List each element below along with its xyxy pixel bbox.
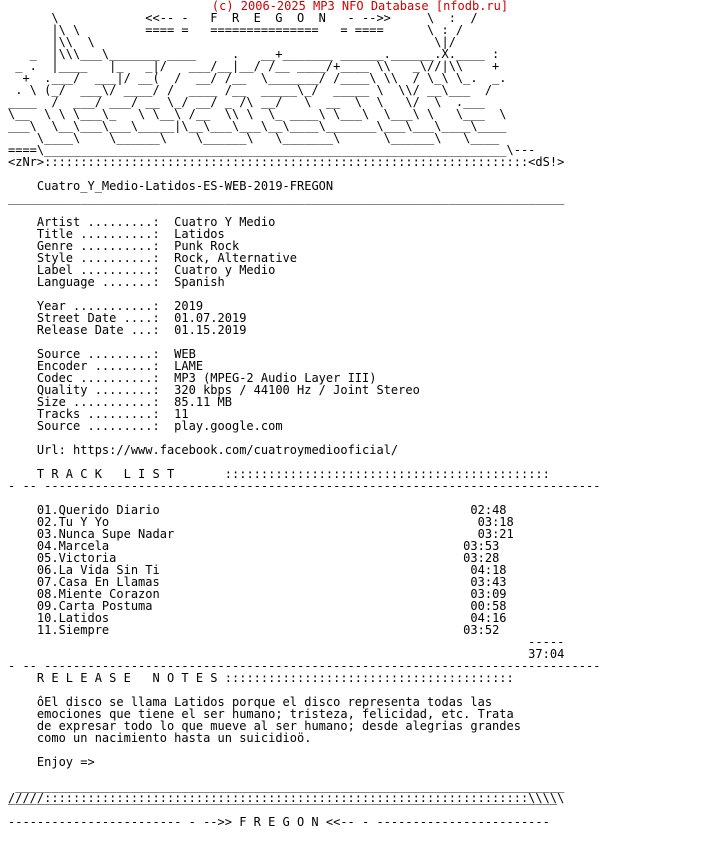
info-artist: Artist .........: Cuatro Y Medio [36,215,276,229]
track-title: 10.Latidos [36,611,110,625]
footer-rule-top: ____________________________________________________________________________ [8,779,565,793]
track-title: 08.Miente Corazon [36,587,160,601]
info-genre: Genre ..........: Punk Rock [36,239,240,253]
footer-rule-overline: ‾‾‾‾‾‾‾‾‾‾‾‾‾‾‾‾‾‾‾‾‾‾‾‾‾‾‾‾‾‾‾‾‾‾‾‾‾‾‾‾‾‾‾‾‾‾‾‾‾‾‾‾‾‾‾‾‾‾‾‾‾‾‾‾‾‾‾‾‾‾‾‾‾‾‾‾ [8,803,558,817]
info-style: Style ..........: Rock, Alternative [36,251,297,265]
track-time: 03:21 [477,527,514,541]
ascii-art-logo: \ <<-- - F R E G O N - -->> \ : / |\ \ ==== = =============== = ==== \ : / |\\ \ \|/ _ |\\\___\_______ ____ . __+_______ ______.______.X.____ : _ . |____ |_ _|/ ___/__|__/ /__ ____/+____ \\ _\//|\\ + + .___/ ___|/ __( / __/ /__ \_______/ /____\ \\ / \_\ \_. _. . \ (_/ ___\/ ____/ / ____ /__ _____\_/ _____ \ \\/ __\___ / ____ / ___/ ___/ __ \_/ __/ _ /\ __/ \ __ \ \ \/ \ .___ \__ \ \ \___\_ \ \__\ /__ \\ \ \_ ____\ \___\ \___\ \ \___ \ ___\ \__\___\___\_____|\__\___\___\__\____\_______\___\___\____\____ \____\ \______\ \______\ \_______\ \______\ \____ ====\________________________________________________________________\--- <zNr>:::::::::::::::::::::::::::::::::::::::::::::::::::::::::::::::::::<dS!> [8,11,565,169]
info-title: Title ..........: Latidos [36,227,225,241]
track-title: 03.Nunca Supe Nadar [36,527,175,541]
footer-rule-colons: /////:::::::::::::::::::::::::::::::::::::::::::::::::::::::::::::::::::\\\\\ [8,791,565,805]
total-time: 37:04 [528,647,565,661]
info-source-site: Source .........: play.google.com [36,419,283,433]
track-time: 03:43 [470,575,507,589]
track-list [8,503,564,661]
info-url: Url: https://www.facebook.com/cuatroymediooficial/ [36,443,399,457]
track-time: 04:16 [470,611,507,625]
info-label: Label ..........: Cuatro y Medio [36,263,276,277]
release-notes-header: R E L E A S E N O T E S [36,671,218,685]
track-time: 03:18 [477,515,514,529]
track-title: 06.La Vida Sin Ti [36,563,160,577]
footer-fregon-line: ------------------------ - -->> F R E G O N <<-- - ------------------------ [8,815,550,829]
track-title: 02.Tu Y Yo [36,515,110,529]
info-year: Year ...........: 2019 [36,299,204,313]
info-release-date: Release Date ...: 01.15.2019 [36,323,247,337]
track-time: 03:28 [463,551,500,565]
track-title: 09.Carta Postuma [36,599,153,613]
track-title: 11.Siempre [36,623,110,637]
release-notes-colons: :::::::::::::::::::::::::::::::::::::::: [224,671,514,685]
info-encoder: Encoder ........: LAME [36,359,204,373]
track-time: 02:48 [470,503,507,517]
release-notes: ôEl disco se llama Latidos porque el disco representa todas las emociones que tiene el ser humano; tristeza, felicidad, etc. Trata de expresar todo lo que mueve al ser humano; desde alegrias grandes como un nacimiento hasta un suicidioö. [36,695,521,745]
track-title: 01.Querido Diario [36,503,160,517]
copyright-text: (c) 2006-2025 MP3 NFO Database [nfodb.ru] [211,0,509,13]
info-quality: Quality ........: 320 kbps / 44100 Hz / Joint Stereo [36,383,420,397]
track-title: 05.Victoria [36,551,117,565]
release-name: Cuatro_Y_Medio-Latidos-ES-WEB-2019-FREGON [36,179,334,193]
info-street-date: Street Date ....: 01.07.2019 [36,311,247,325]
track-time: 03:53 [463,539,500,553]
track-time: 04:18 [470,563,507,577]
info-codec: Codec ..........: MP3 (MPEG-2 Audio Layer III) [36,371,377,385]
track-title: 04.Marcela [36,539,110,553]
info-source: Source .........: WEB [36,347,196,361]
nfo-text [8,12,600,828]
tracklist-dash-line: - -- ----------------------------------------------------------------------------- [8,479,601,493]
tracklist-header: T R A C K L I S T [36,467,175,481]
track-time: 00:58 [470,599,507,613]
enjoy-text: Enjoy => [36,755,95,769]
track-time: 03:52 [463,623,500,637]
info-block [8,215,420,457]
info-tracks: Tracks .........: 11 [36,407,189,421]
track-time: 03:09 [470,587,507,601]
tracklist-colons: ::::::::::::::::::::::::::::::::::::::::::::: [224,467,550,481]
total-divider: ----- [528,635,565,649]
info-size: Size ...........: 85.11 MB [36,395,232,409]
notes-dash-line: - -- ----------------------------------------------------------------------------- [8,659,601,673]
track-title: 07.Casa En Llamas [36,575,160,589]
info-language: Language .......: Spanish [36,275,225,289]
section-separator: _____________________________________________________________________________ [8,191,565,205]
